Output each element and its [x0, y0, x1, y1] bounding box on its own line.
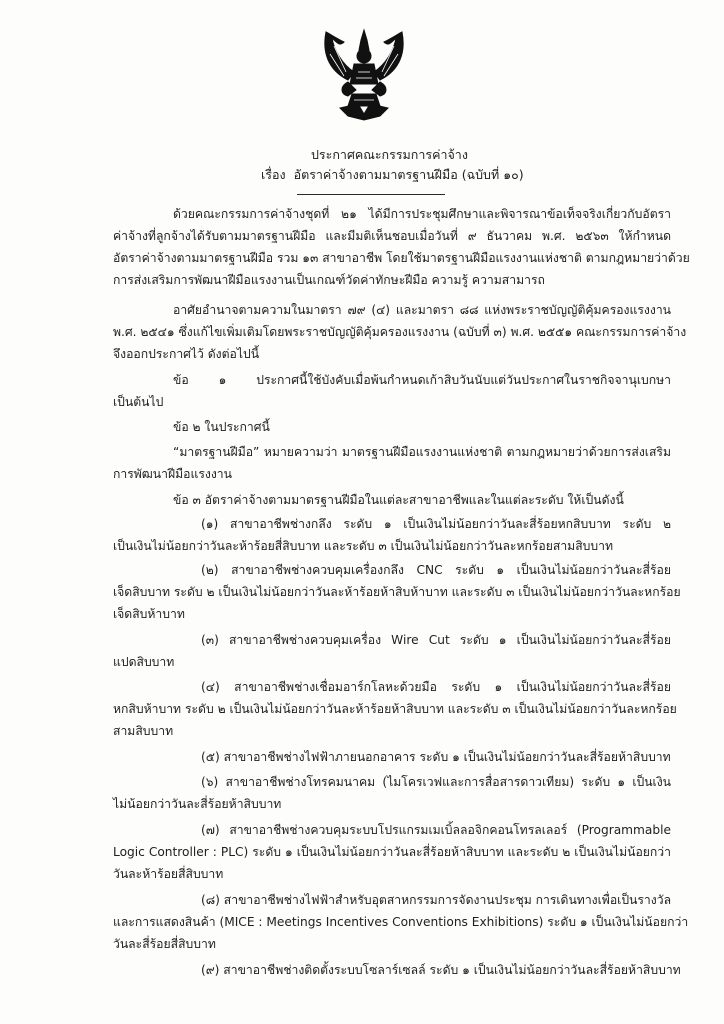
body-line: เป็นต้นไป: [113, 395, 164, 409]
body-line: จึงออกประกาศไว้ ดังต่อไปนี้: [113, 347, 260, 361]
body-line: วันละสี่ร้อยสี่สิบบาท: [113, 937, 216, 951]
subject-text: อัตราค่าจ้างตามมาตรฐานฝีมือ (ฉบับที่ ๑๐): [293, 167, 524, 182]
body-line: (๘) สาขาอาชีพช่างไฟฟ้าสำหรับอุตสาหกรรมการจัดงานประชุม การเดินทางเพื่อเป็นรางวัล: [201, 893, 672, 907]
body-line: และการแสดงสินค้า (MICE : Meetings Incentives Conventions Exhibitions) ระดับ ๑ เป็นเงินไม่น้อยกว่า: [113, 915, 689, 929]
body-line: การส่งเสริมการพัฒนาฝีมือแรงงานเป็นเกณฑ์วัดค่าทักษะฝีมือ ความรู้ ความสามารถ: [113, 273, 545, 287]
body-line: ข้อ ๓ อัตราค่าจ้างตามมาตรฐานฝีมือในแต่ละสาขาอาชีพและในแต่ละระดับ ให้เป็นดังนี้: [173, 493, 624, 507]
body-line: (๓) สาขาอาชีพช่างควบคุมเครื่อง Wire Cut ระดับ ๑ เป็นเงินไม่น้อยกว่าวันละสี่ร้อย: [201, 633, 671, 647]
body-line: (๒) สาขาอาชีพช่างควบคุมเครื่องกลึง CNC ระดับ ๑ เป็นเงินไม่น้อยกว่าวันละสี่ร้อย: [201, 563, 671, 577]
body-line: พ.ศ. ๒๕๔๑ ซึ่งแก้ไขเพิ่มเติมโดยพระราชบัญญัติคุ้มครองแรงงาน (ฉบับที่ ๓) พ.ศ. ๒๕๕๑ คณะกรรมการค่าจ้าง: [113, 325, 687, 339]
body-line: แปดสิบบาท: [113, 655, 175, 669]
body-line: วันละห้าร้อยสี่สิบบาท: [113, 867, 224, 881]
body-line: เป็นเงินไม่น้อยกว่าวันละห้าร้อยสี่สิบบาท และระดับ ๓ เป็นเงินไม่น้อยกว่าวันละหกร้อยสามสิบบาท: [113, 539, 613, 553]
body-line: (๔) สาขาอาชีพช่างเชื่อมอาร์กโลหะด้วยมือ ระดับ ๑ เป็นเงินไม่น้อยกว่าวันละสี่ร้อย: [201, 680, 671, 694]
body-line: การพัฒนาฝีมือแรงงาน: [113, 467, 232, 481]
announcement-subject: [261, 166, 524, 184]
body-line: หกสิบห้าบาท ระดับ ๒ เป็นเงินไม่น้อยกว่าวันละห้าร้อยห้าสิบบาท และระดับ ๓ เป็นเงินไม่น้อยกว่าวันละหกร้อย: [113, 702, 677, 716]
body-line: ไม่น้อยกว่าวันละสี่ร้อยห้าสิบบาท: [113, 797, 282, 811]
subject-label: เรื่อง: [261, 167, 286, 182]
body-line: สามสิบบาท: [113, 724, 174, 738]
body-line: “มาตรฐานฝีมือ” หมายความว่า มาตรฐานฝีมือแรงงานแห่งชาติ ตามกฎหมายว่าด้วยการส่งเสริม: [173, 445, 671, 459]
body-line: เจ็ดสิบบาท ระดับ ๒ เป็นเงินไม่น้อยกว่าวันละห้าร้อยห้าสิบห้าบาท และระดับ ๓ เป็นเงินไม่น้อยกว่าวันละหกร้อย: [113, 585, 681, 599]
body-line: ข้อ ๑ ประกาศนี้ใช้บังคับเมื่อพ้นกำหนดเก้าสิบวันนับแต่วันประกาศในราชกิจจานุเบกษา: [173, 373, 671, 387]
title-divider: [297, 194, 445, 195]
body-line: ด้วยคณะกรรมการค่าจ้างชุดที่ ๒๑ ได้มีการประชุมศึกษาและพิจารณาข้อเท็จจริงเกี่ยวกับอัตรา: [173, 207, 671, 221]
body-line: (๗) สาขาอาชีพช่างควบคุมระบบโปรแกรมเมเบิ้ลลอจิกคอนโทรลเลอร์ (Programmable: [201, 823, 671, 837]
body-line: Logic Controller : PLC) ระดับ ๑ เป็นเงินไม่น้อยกว่าวันละสี่ร้อยห้าสิบบาท และระดับ ๒ เป็นเงินไม่น้อยกว่า: [113, 845, 671, 859]
body-line: (๙) สาขาอาชีพช่างติดตั้งระบบโซลาร์เซลล์ ระดับ ๑ เป็นเงินไม่น้อยกว่าวันละสี่ร้อยห้าสิบบาท: [201, 963, 681, 977]
body-line: อาศัยอำนาจตามความในมาตรา ๗๙ (๔) และมาตรา ๘๘ แห่งพระราชบัญญัติคุ้มครองแรงงาน: [173, 303, 671, 317]
body-line: ค่าจ้างที่ลูกจ้างได้รับตามมาตรฐานฝีมือ และมีมติเห็นชอบเมื่อวันที่ ๙ ธันวาคม พ.ศ. ๒๕๖๓ ให้กำหนด: [113, 229, 671, 243]
garuda-emblem-icon: [318, 22, 410, 122]
body-line: (๑) สาขาอาชีพช่างกลึง ระดับ ๑ เป็นเงินไม่น้อยกว่าวันละสี่ร้อยหกสิบบาท ระดับ ๒: [201, 517, 671, 531]
announcement-title: ประกาศคณะกรรมการค่าจ้าง: [311, 147, 468, 162]
body-line: เจ็ดสิบห้าบาท: [113, 607, 185, 621]
body-line: (๕) สาขาอาชีพช่างไฟฟ้าภายนอกอาคาร ระดับ ๑ เป็นเงินไม่น้อยกว่าวันละสี่ร้อยห้าสิบบาท: [201, 750, 671, 764]
body-line: อัตราค่าจ้างตามมาตรฐานฝีมือ รวม ๑๓ สาขาอาชีพ โดยใช้มาตรฐานฝีมือแรงงานแห่งชาติ ตามกฎหมายว่าด้วย: [113, 251, 690, 265]
body-line: (๖) สาขาอาชีพช่างโทรคมนาคม (ไมโครเวฟและการสื่อสารดาวเทียม) ระดับ ๑ เป็นเงิน: [201, 775, 671, 789]
body-line: ข้อ ๒ ในประกาศนี้: [173, 420, 270, 434]
